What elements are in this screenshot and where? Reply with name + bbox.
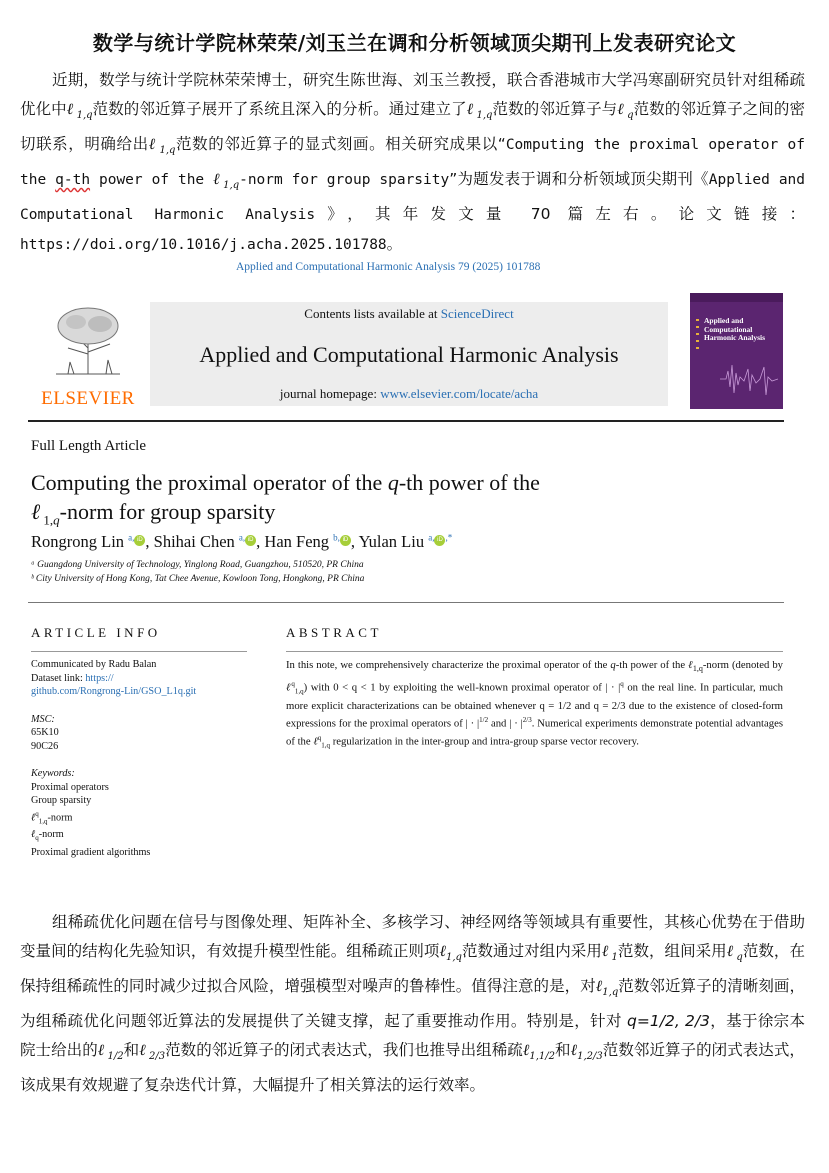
orcid-icon[interactable]: iD (245, 535, 256, 546)
journal-banner (150, 302, 668, 406)
article-info-heading: ARTICLE INFO (31, 625, 161, 640)
article-type: Full Length Article (31, 438, 146, 454)
msc-code: 65K10 (31, 727, 59, 738)
contents-line: Contents lists available at ScienceDirect (304, 306, 514, 321)
header-rule (28, 420, 784, 422)
intro-paragraph: 近期，数学与统计学院林荣荣博士，研究生陈世海、刘玉兰教授，联合香港城市大学冯寒副研究员针对组稀疏优化中ℓ $_{1,q}$范数的邻近算子展开了系统且深入的分析。通过建立了ℓ $_{1,q}$范数的邻近算子与ℓ $_q$范数的邻近算子之间的密切联系，明确给出ℓ $_{1,q}$范数的邻近算子的显式刻画。相关研究成果以“Computing the proximal operator of the q-th power of the ℓ $_{1,q}$-norm for group sparsity”为题发表于调和分析领域顶尖期刊《Applied and Computational Harmonic Analysis》，其年发文量 70 篇左右。论文链接：https://doi.org/10.1016/j.acha.2025.101788。 (20, 71, 806, 254)
orcid-icon[interactable]: iD (340, 535, 351, 546)
tree-emblem-icon (46, 304, 130, 376)
body-paragraph: 组稀疏优化问题在信号与图像处理、矩阵补全、多核学习、神经网络等领域具有重要性，其核心优势在于借助变量间的结构化先验知识，有效提升模型性能。组稀疏正则项ℓ$_{1,q}$范数通过对组内采用ℓ $_1$范数，组间采用ℓ $_q$范数，在保持组稀疏性的同时减少过拟合风险，增强模型对噪声的鲁棒性。值得注意的是，对ℓ$_{1,q}$范数邻近算子的清晰刻画，为组稀疏优化问题邻近算法的发展提供了关键支撑，起了重要推动作用。特别是，针对 q=1/2, 2/3，基于徐宗本院士给出的ℓ $_{1/2}$和ℓ $_{2/3}$范数的邻近算子的闭式表达式，我们也推导出组稀疏ℓ$_{1,1/2}$和ℓ$_{1,2/3}$范数邻近算子的闭式表达式，该成果有效规避了复杂迭代计算，大幅提升了相关算法的运行效率。 (20, 913, 805, 1095)
homepage-link[interactable]: www.elsevier.com/locate/acha (380, 386, 539, 401)
sciencedirect-link[interactable]: ScienceDirect (440, 306, 514, 321)
publisher-name: ELSEVIER (41, 388, 135, 409)
affiliation-a: ᵃ Guangdong University of Technology, Yinglong Road, Guangzhou, 510520, PR China (31, 560, 364, 570)
section-rule (28, 602, 784, 603)
abstract-heading: ABSTRACT (286, 625, 382, 640)
abstract-text: In this note, we comprehensively characterize the proximal operator of the q-th power of the ℓ$_{1,q}$-norm (denoted by ℓ$^q_{1,q}$) with 0 < q < 1 by exploiting the well-known proximal operator of | · $|^q$ on the real line. In particular, much more explicit characterizations can be obtained whenever q = 1/2 and q = 2/3 due to the existence of closed-form expressions for the proximal operators of | · $|^{1/2}$ and | · $|^{2/3}$. Numerical experiments demonstrate potential advantages of the ℓ$^q_{1,q}$ regularization in the inter-group and intra-group sparse vector recovery. (286, 659, 784, 751)
keyword: Proximal operators (31, 781, 109, 793)
elsevier-logo (28, 302, 148, 409)
homepage-line: journal homepage: www.elsevier.com/locate/acha (279, 386, 539, 401)
communicated-by: Communicated by Radu Balan (31, 659, 157, 670)
orcid-icon[interactable]: iD (134, 535, 145, 546)
keyword: ℓ$_q$-norm (31, 829, 64, 843)
dataset-link[interactable]: github.com/Rongrong-Lin/GSO_L1q.git (31, 686, 197, 697)
article-title: Computing the proximal operator of the q-th power of the ℓ $_{1,q}$-norm for group sparsity (31, 470, 540, 528)
keyword: Proximal gradient algorithms (31, 846, 151, 858)
msc-code: 90C26 (31, 740, 59, 752)
keyword: ℓ$^q_{1,q}$-norm (31, 809, 73, 825)
author-name: Shihai Chen (153, 532, 235, 551)
dataset-link[interactable]: https:// (85, 672, 114, 684)
journal-cover (690, 293, 783, 409)
page-title: 数学与统计学院林荣荣/刘玉兰在调和分析领域顶尖期刊上发表研究论文 (92, 31, 737, 55)
author-name: Yulan Liu (358, 532, 425, 551)
author-name: Rongrong Lin (31, 532, 125, 551)
journal-name: Applied and Computational Harmonic Analysis (199, 342, 619, 367)
affiliation-b: ᵇ City University of Hong Kong, Tat Chee Avenue, Kowloon Tong, Hongkong, PR China (31, 574, 365, 584)
doi-link[interactable]: https://doi.org/10.1016/j.acha.2025.101788 (20, 237, 387, 254)
orcid-icon[interactable]: iD (434, 535, 445, 546)
keyword: Group sparsity (31, 795, 92, 806)
author-name: Han Feng (264, 532, 330, 551)
article-info: Communicated by Radu Balan Dataset link: https:// github.com/Rongrong-Lin/GSO_L1q.git MSC: 65K10 90C26 Keywords: Proximal operators Group sparsity ℓ$^q_{1,q}$-norm ℓ$_q$-norm Proximal gradient algorithms (31, 658, 251, 859)
waveform-icon (720, 355, 778, 403)
paper-header-figure (28, 258, 786, 858)
journal-citation: Applied and Computational Harmonic Analysis 79 (2025) 101788 (236, 261, 541, 273)
cover-title: Applied and Computational Harmonic Analysis (704, 316, 766, 342)
author-list: Rongrong Lin $^{a,}$ iD , Shihai Chen $^{a,}$ iD , Han Feng $^{b,}$ iD , Yulan Liu $^{a,}$ iD ,* (31, 532, 453, 551)
